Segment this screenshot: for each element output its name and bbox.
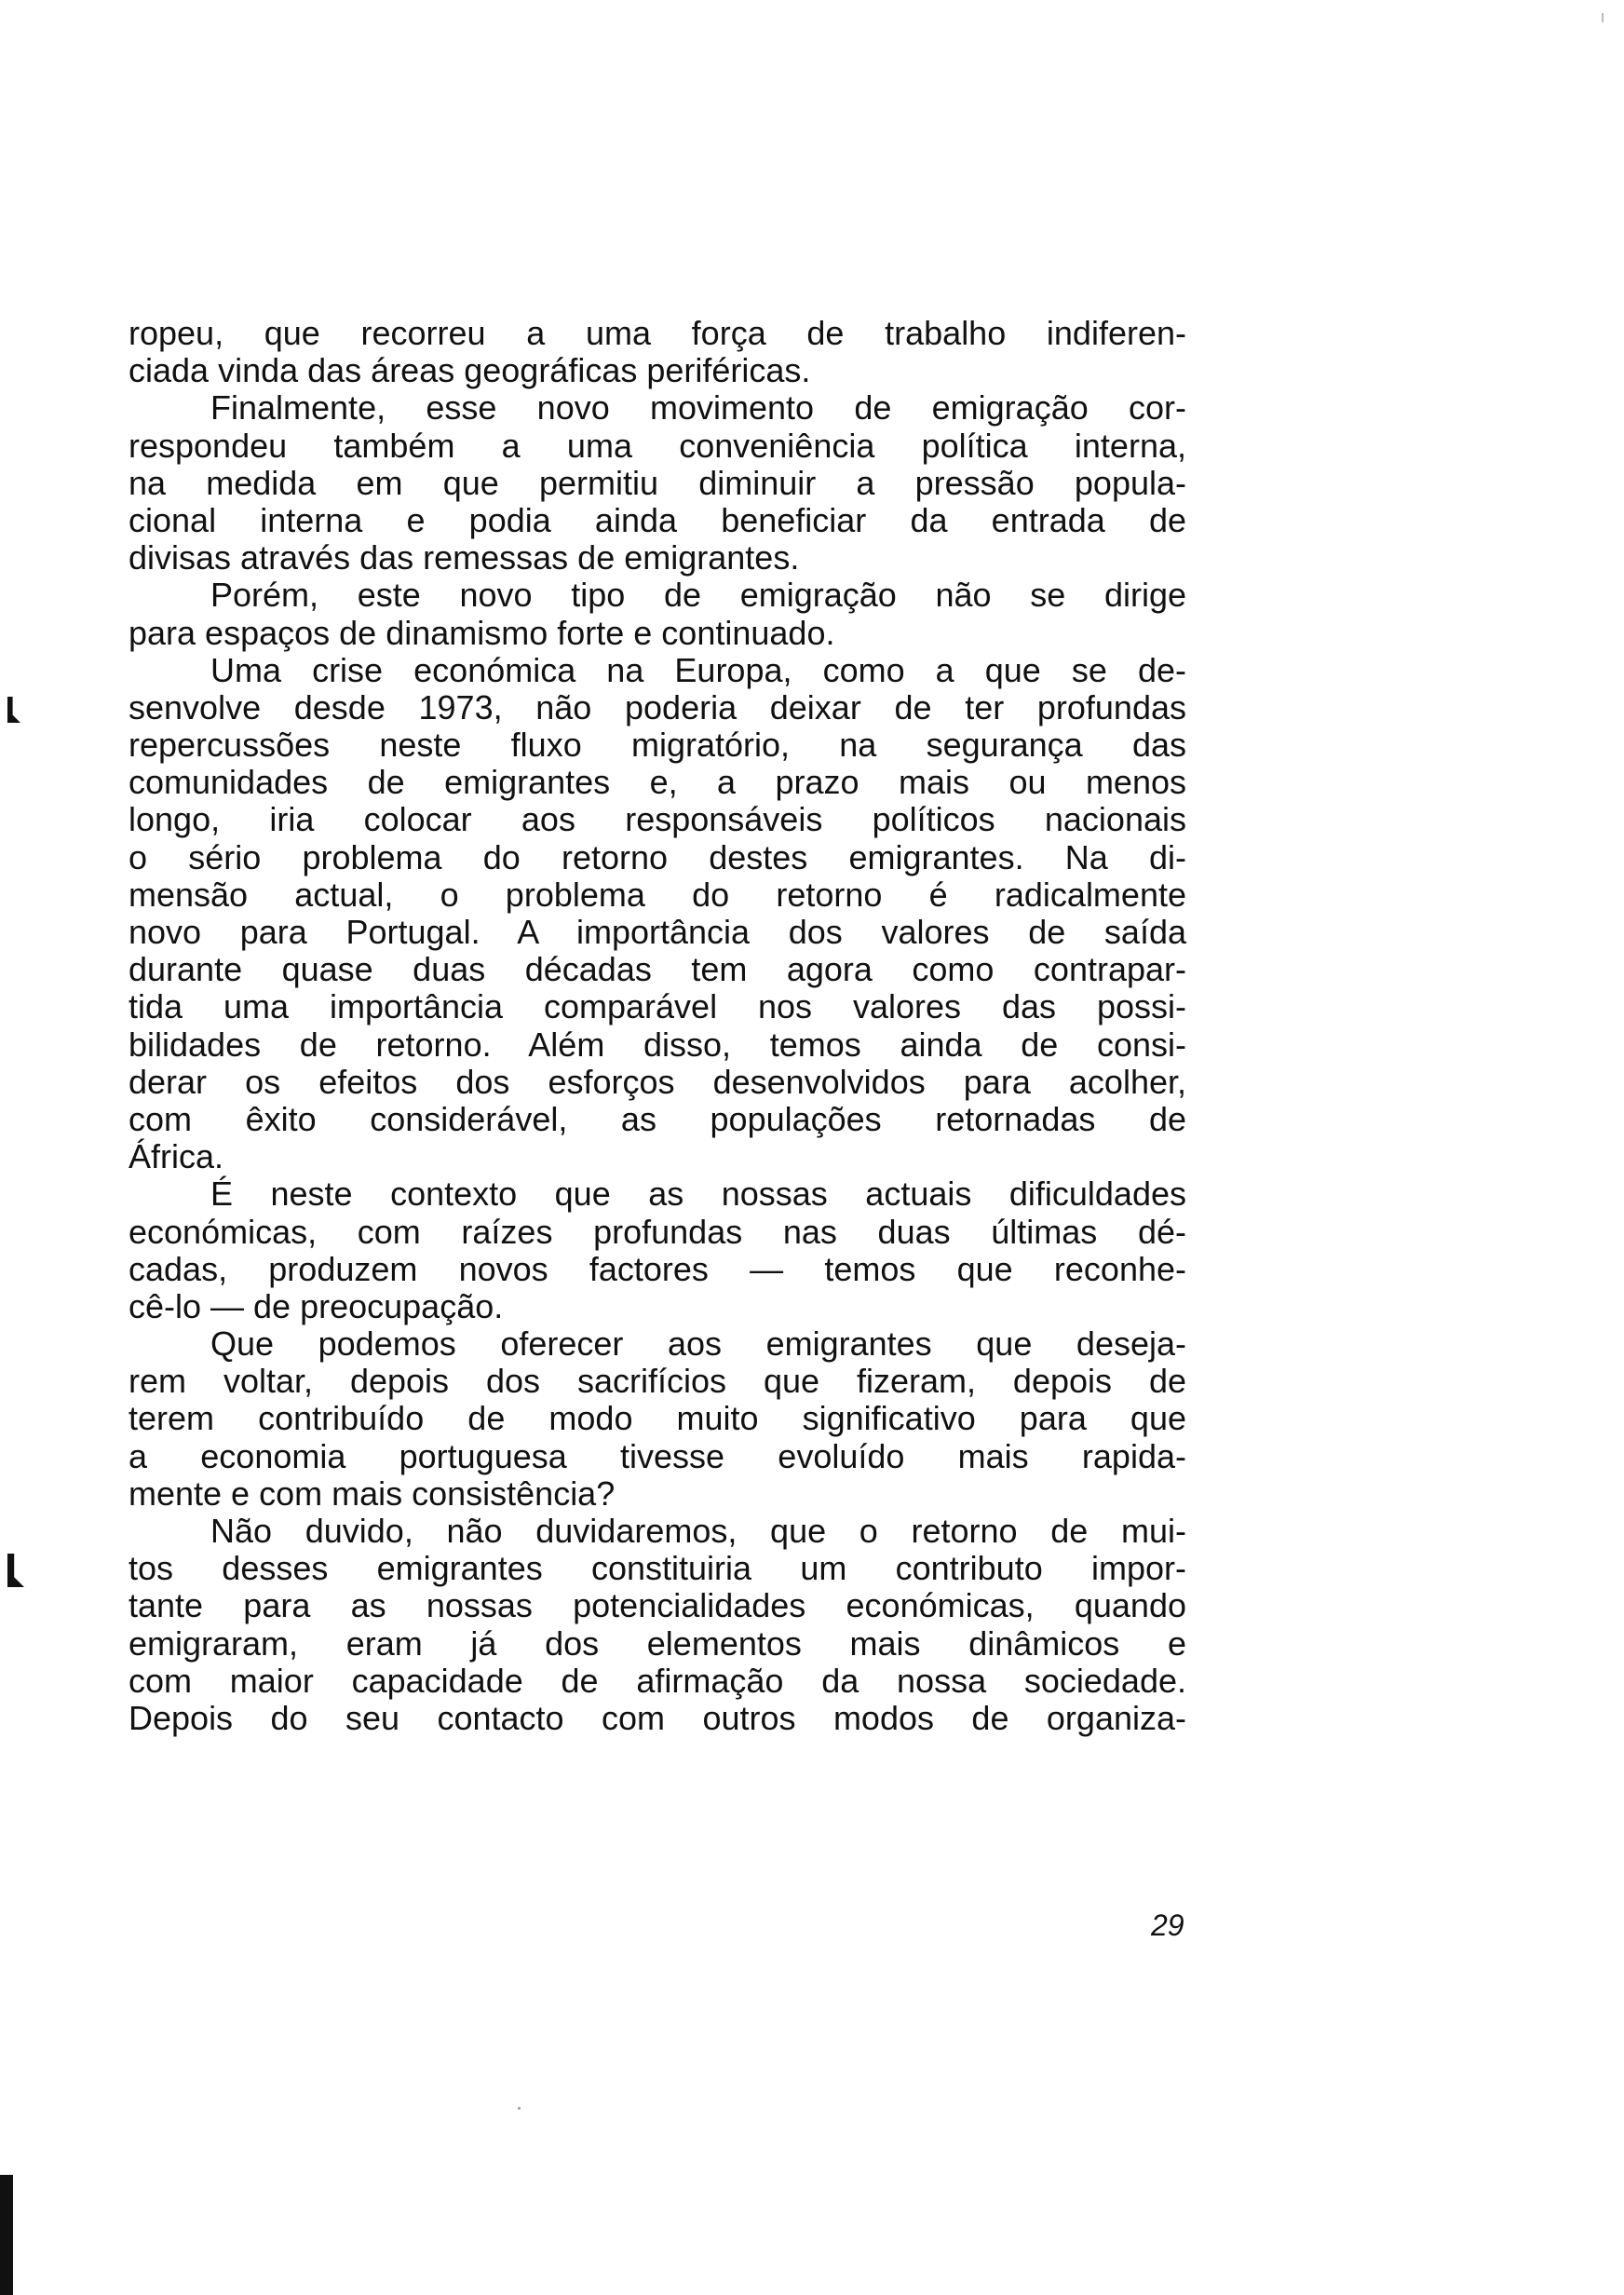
text-line: senvolve desde 1973, não poderia deixar de ter profundas [129,688,1186,727]
text-line: na medida em que permitiu diminuir a pressão popula- [129,464,1186,502]
text-line: económicas, com raízes profundas nas duas últimas dé- [129,1213,1186,1251]
page-number: 29 [1151,1908,1184,1942]
margin-scan-mark [7,1554,24,1587]
text-line: bilidades de retorno. Além disso, temos ainda de consi- [129,1025,1186,1064]
text-line: ciada vinda das áreas geográficas periféricas. [129,352,811,390]
text-line: mente e com mais consistência? [129,1474,616,1513]
text-line: o sério problema do retorno destes emigrantes. Na di- [129,838,1186,876]
text-line: Uma crise económica na Europa, como a que se de- [210,651,1186,689]
text-line: repercussões neste fluxo migratório, na segurança das [129,727,1186,765]
text-line: É neste contexto que as nossas actuais dificuldades [210,1175,1186,1214]
text-line: Depois do seu contacto com outros modos de organiza- [129,1699,1186,1737]
text-line: terem contribuído de modo muito significativo para que [129,1400,1186,1438]
text-line: comunidades de emigrantes e, a prazo mais ou menos [129,764,1186,802]
text-line: tante para as nossas potencialidades económicas, quando [129,1587,1186,1625]
text-line: Não duvido, não duvidaremos, que o retorno de mui- [210,1513,1186,1550]
text-line: com êxito considerável, as populações retornadas de [129,1100,1186,1138]
scan-speck [1602,13,1604,22]
text-line: cional interna e podia ainda beneficiar da entrada de [129,501,1186,539]
text-line: Finalmente, esse novo movimento de emigração cor- [210,389,1186,428]
text-line: rem voltar, depois dos sacrifícios que fizeram, depois de [129,1363,1186,1401]
text-line: divisas através das remessas de emigrantes. [129,539,800,577]
text-line: longo, iria colocar aos responsáveis políticos nacionais [129,801,1186,839]
text-line: respondeu também a uma conveniência política interna, [129,427,1186,465]
text-line: tos desses emigrantes constituiria um contributo impor- [129,1550,1186,1588]
text-line: durante quase duas décadas tem agora como contrapar- [129,951,1186,989]
text-line: cê-lo — de preocupação. [129,1287,504,1325]
text-line: cadas, produzem novos factores — temos que reconhe- [129,1250,1186,1288]
text-line: mensão actual, o problema do retorno é radicalmente [129,876,1186,914]
text-line: tida uma importância comparável nos valores das possi- [129,988,1186,1026]
text-line: a economia portuguesa tivesse evoluído mais rapida- [129,1437,1186,1475]
body-text [129,315,1186,1737]
text-line: derar os efeitos dos esforços desenvolvidos para acolher, [129,1063,1186,1101]
edge-scan-mark [0,2175,13,2295]
scan-speck [518,2107,521,2110]
text-line: Porém, este novo tipo de emigração não se dirige [210,577,1186,615]
text-line: com maior capacidade de afirmação da nossa sociedade. [129,1662,1186,1700]
text-line: novo para Portugal. A importância dos valores de saída [129,914,1186,951]
text-line: Que podemos oferecer aos emigrantes que deseja- [210,1325,1186,1364]
text-line: ropeu, que recorreu a uma força de trabalho indiferen- [129,315,1186,352]
text-line: África. [129,1138,224,1176]
text-line: emigraram, eram já dos elementos mais dinâmicos e [129,1624,1186,1663]
text-line: para espaços de dinamismo forte e continuado. [129,614,835,652]
margin-scan-mark [7,697,20,723]
